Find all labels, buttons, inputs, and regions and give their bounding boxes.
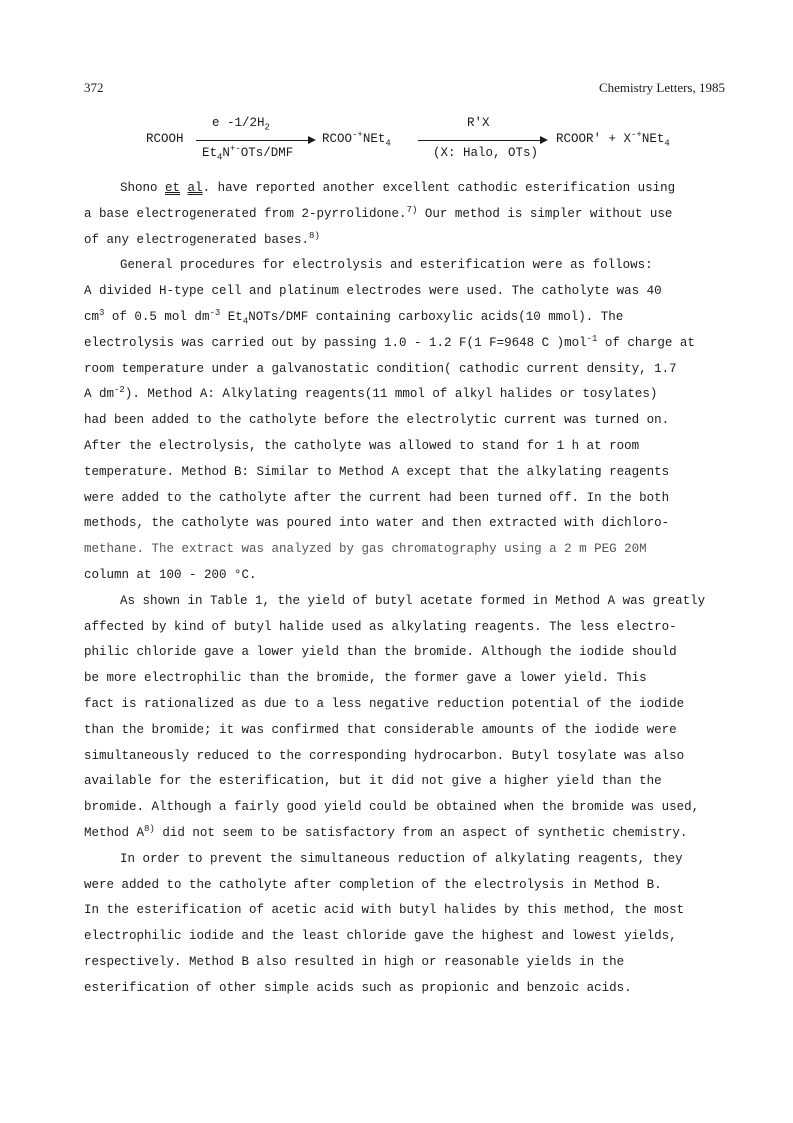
para2-line: methane. The extract was analyzed by gas chromatography using a 2 m PEG 20M [84,542,647,557]
journal-header: Chemistry Letters, 1985 [598,80,725,95]
para3-line: affected by kind of butyl halide used as alkylating reagents. The less electro- [84,619,677,634]
arrow2-top-label: R'X [467,116,490,130]
para2-line: column at 100 - 200 °C. [84,567,257,582]
para4-line: electrophilic iodide and the least chloride gave the highest and lowest yields, [84,929,677,944]
article-body [84,176,724,1002]
arrow1-top-label: e $-1/2H_2$ [212,116,270,133]
para2-line: $cm^3$ of 0.5 mol $dm^{-3}$ $Et_4NOTs$/DMF containing carboxylic acids(10 mmol). The [84,307,624,327]
reaction-arrow-2 [418,140,546,141]
arrow1-bottom-label: $Et_4N^{+-}OTs$/DMF [202,143,294,163]
reaction-arrow-1 [196,140,314,141]
para2-line: General procedures for electrolysis and esterification were as follows: [120,258,653,273]
para3-line: philic chloride gave a lower yield than the bromide. Although the iodide should [84,645,677,660]
para2-line: were added to the catholyte after the current had been turned off. In the both [84,490,670,505]
para1-line: of any electrogenerated bases.$^{8)}$ [84,230,320,247]
para2-line: After the electrolysis, the catholyte was allowed to stand for 1 h at room [84,438,640,453]
products: RCOOR' + X-+NEt$_4$ [556,129,670,149]
para2-line: had been added to the catholyte before the electrolytic current was turned on. [84,413,670,428]
para3-line: available for the esterification, but it did not give a higher yield than the [84,774,662,789]
para3-line: Method $A^{8)}$ did not seem to be satisfactory from an aspect of synthetic chemistry. [84,823,688,840]
para4-line: respectively. Method B also resulted in high or reasonable yields in the [84,954,625,969]
para2-line: A divided H-type cell and platinum electrodes were used. The catholyte was 40 [84,284,662,299]
para2-line: temperature. Method B: Similar to Method A except that the alkylating reagents [84,464,670,479]
para2-line: methods, the catholyte was poured into water and then extracted with dichloro- [84,516,670,531]
para4-line: esterification of other simple acids such as propionic and benzoic acids. [84,980,632,995]
para3-line: than the bromide; it was confirmed that considerable amounts of the iodide were [84,722,677,737]
intermediate-salt: RCOO-+NEt$_4$ [322,129,391,149]
para3-line: As shown in Table 1, the yield of butyl acetate formed in Method A was greatly [120,593,706,608]
para3-line: bromide. Although a fairly good yield could be obtained when the bromide was used, [84,800,700,815]
para2-line: electrolysis was carried out by passing 1.0 - 1.2 F(1 F=9648 C )mol$^{-1}$ of charge at [84,333,695,350]
para2-line: A $dm^{-2}$). Method A: Alkylating reagents(11 mmol of alkyl halides or tosylates) [84,385,658,402]
para1-line: Shono et al. have reported another excellent cathodic esterification using [120,181,676,195]
reaction-scheme [0,112,793,168]
reactant: RCOOH [146,132,184,146]
para2-line: room temperature under a galvanostatic condition( cathodic current density, 1.7 [84,361,677,376]
arrow2-bottom-label: (X: Halo, OTs) [433,146,539,160]
para3-line: simultaneously reduced to the corresponding hydrocarbon. Butyl tosylate was also [84,748,685,763]
reference-8: 8) [309,230,320,241]
para1-line: a base electrogenerated from 2-pyrrolidone.$^{7)}$ Our method is simpler without use [84,204,673,221]
reference-7: 7) [406,204,418,215]
al-underlined: al [187,181,203,195]
para4-line: In order to prevent the simultaneous reduction of alkylating reagents, they [120,851,683,866]
para3-line: fact is rationalized as due to a less negative reduction potential of the iodide [84,696,685,711]
reference-8: 8) [144,823,155,834]
page-number: 372 [84,80,104,95]
et-underlined: et [165,181,181,195]
para4-line: were added to the catholyte after completion of the electrolysis in Method B. [84,877,662,892]
para3-line: be more electrophilic than the bromide, the former gave a lower yield. This [84,671,647,686]
para4-line: In the esterification of acetic acid with butyl halides by this method, the most [84,903,685,918]
